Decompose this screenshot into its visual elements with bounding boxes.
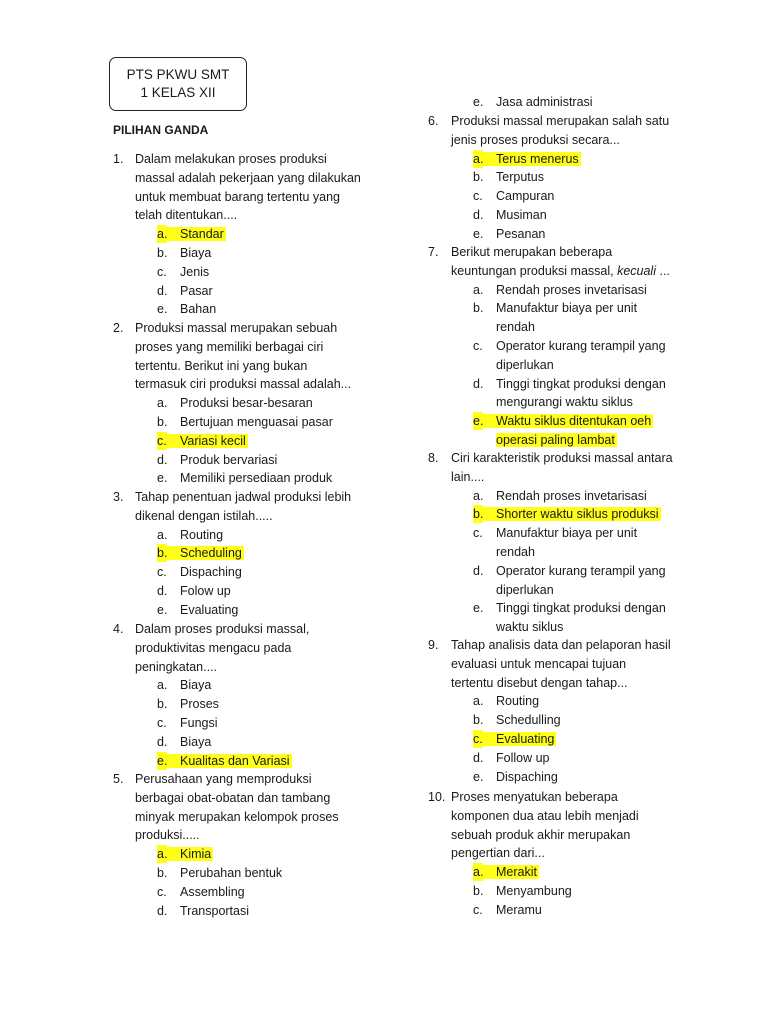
option-letter: a. [157, 527, 168, 542]
option-text: Routing [180, 527, 224, 542]
option-text-correct [496, 730, 556, 748]
option-letter: b. [157, 246, 168, 260]
option-text: Produk bervariasi [180, 452, 278, 467]
option-letter: e. [473, 769, 484, 784]
question-text-line: evaluasi untuk mencapai tujuan [451, 656, 627, 671]
question-text-line: sebuah produk akhir merupakan [451, 827, 631, 842]
option-text: rendah [496, 320, 535, 335]
option-letter: c. [157, 264, 167, 279]
question-text-line: tertentu. Berikut ini yang bukan [135, 358, 308, 373]
question-text-line: Proses menyatukan beberapa [451, 790, 618, 804]
question-number: 7. [428, 245, 439, 259]
option-text: Follow up [496, 750, 550, 765]
question-number: 6. [428, 114, 439, 128]
option-text: diperlukan [496, 582, 554, 597]
question-text-line: Perusahaan yang memproduksi [135, 772, 312, 786]
question-text-line: Ciri karakteristik produksi massal antara [451, 451, 673, 465]
option-letter: a. [473, 151, 484, 166]
option-text: Routing [496, 694, 540, 709]
option-letter: e. [157, 302, 168, 317]
option-text-correct [496, 505, 661, 523]
section-title: PILIHAN GANDA [113, 123, 209, 137]
option-text: Operator kurang terampil yang [496, 339, 666, 353]
question-text-line: proses yang memiliki berbagai ciri [135, 339, 324, 354]
question-text-line: dikenal dengan istilah..... [135, 508, 273, 523]
option-text: Evaluating [180, 602, 239, 617]
option-letter: a. [157, 847, 168, 862]
option-text-correct [496, 863, 539, 881]
option-letter: d. [157, 903, 168, 918]
exam-title-line2: 1 KELAS XII [140, 85, 216, 100]
option-letter: b. [157, 415, 168, 429]
option-letter: b. [473, 713, 484, 728]
question-text-line: massal adalah pekerjaan yang dilakukan [135, 170, 361, 185]
option-text: Fungsi [180, 716, 218, 730]
answer-highlight: Scheduling [167, 546, 244, 560]
question-number: 2. [113, 321, 124, 335]
option-text-correct [496, 412, 653, 430]
option-letter: b. [473, 170, 484, 185]
option-letter: a. [473, 282, 484, 297]
option-letter: c. [157, 884, 167, 899]
question-number: 3. [113, 490, 124, 504]
option-text: waktu siklus [496, 620, 564, 635]
option-letter: c. [157, 565, 167, 580]
option-letter: c. [473, 189, 483, 204]
option-text: Meramu [496, 902, 542, 917]
option-text: Transportasi [180, 903, 250, 918]
option-text: Perubahan bentuk [180, 866, 283, 880]
option-letter: a. [473, 865, 484, 880]
option-text: Operator kurang terampil yang [496, 563, 666, 578]
answer-highlight: Evaluating [483, 732, 556, 746]
question-text-line: Produksi massal merupakan sebuah [135, 321, 338, 335]
exam-title-box [109, 57, 247, 111]
answer-highlight: Variasi kecil [167, 434, 248, 448]
question-text-line: telah ditentukan.... [135, 208, 238, 223]
answer-highlight: Waktu siklus ditentukan oeh [483, 414, 653, 428]
option-text: Bahan [180, 302, 217, 317]
option-text: mengurangi waktu siklus [496, 395, 633, 410]
answer-highlight: Standar [167, 227, 226, 241]
option-text: Musiman [496, 208, 547, 222]
option-letter: b. [157, 697, 168, 712]
option-text: Assembling [180, 884, 245, 899]
option-text-correct [496, 150, 581, 168]
option-letter: a. [473, 694, 484, 709]
option-letter: e. [157, 753, 168, 768]
question-text-line: lain.... [451, 469, 485, 484]
question-text-line: peningkatan.... [135, 659, 218, 674]
option-letter: d. [473, 208, 484, 222]
answer-highlight: Shorter waktu siklus produksi [483, 507, 661, 521]
question-number: 4. [113, 622, 124, 636]
option-text: Schedulling [496, 713, 561, 728]
exam-title-line1: PTS PKWU SMT [126, 67, 230, 82]
option-text: Bertujuan menguasai pasar [180, 415, 333, 429]
option-text: Tinggi tingkat produksi dengan [496, 376, 666, 391]
question-text-line: pengertian dari... [451, 846, 545, 861]
option-text: Folow up [180, 584, 231, 598]
option-text: Dispaching [180, 565, 242, 580]
option-text: Terputus [496, 170, 544, 185]
question-text-line: komponen dua atau lebih menjadi [451, 808, 639, 823]
question-text-line: Berikut merupakan beberapa [451, 245, 613, 259]
option-text-correct [180, 845, 213, 863]
option-text: Memiliki persediaan produk [180, 471, 333, 486]
option-text: Produksi besar-besaran [180, 396, 313, 411]
option-text: Rendah proses invetarisasi [496, 488, 647, 503]
option-text: rendah [496, 545, 535, 559]
option-letter: d. [473, 376, 484, 391]
option-text: Pesanan [496, 226, 546, 241]
option-letter: c. [473, 526, 483, 541]
question-number: 1. [113, 152, 124, 166]
option-text: Manufaktur biaya per unit [496, 301, 638, 316]
option-text-correct [180, 432, 248, 450]
option-letter: a. [473, 488, 484, 503]
option-letter: d. [157, 283, 168, 298]
option-text-correct [180, 225, 226, 243]
question-text-line: termasuk ciri produksi massal adalah... [135, 377, 352, 392]
option-letter: a. [157, 396, 168, 411]
option-letter: e. [473, 226, 484, 241]
option-text: Rendah proses invetarisasi [496, 282, 647, 297]
option-text: Campuran [496, 189, 555, 204]
question-text-line: Dalam melakukan proses produksi [135, 152, 327, 166]
option-letter: d. [473, 750, 484, 765]
option-text: Menyambung [496, 884, 572, 898]
question-text-line: minyak merupakan kelompok proses [135, 809, 339, 824]
answer-highlight: operasi paling lambat [496, 433, 615, 447]
option-letter: c. [157, 716, 167, 730]
question-text-line: berbagai obat-obatan dan tambang [135, 790, 331, 805]
option-letter: e. [157, 602, 168, 617]
option-text: Manufaktur biaya per unit [496, 526, 638, 541]
option-text: Biaya [180, 734, 212, 749]
option-letter: e. [473, 414, 484, 429]
option-letter: a. [157, 678, 168, 693]
question-text-line: Tahap penentuan jadwal produksi lebih [135, 490, 352, 504]
question-text-line: tertentu disebut dengan tahap... [451, 675, 628, 690]
question-suffix: ... [656, 263, 670, 278]
question-text-line: Dalam proses produksi massal, [135, 622, 310, 636]
question-number: 9. [428, 638, 439, 652]
option-letter: e. [157, 471, 168, 486]
option-text: Proses [180, 697, 219, 712]
option-text: Tinggi tingkat produksi dengan [496, 601, 666, 616]
option-text-correct [496, 431, 617, 449]
option-letter: c. [157, 433, 167, 448]
option-text: diperlukan [496, 357, 554, 372]
option-letter: b. [473, 507, 484, 522]
option-letter: d. [157, 734, 168, 749]
question-text-line: Produksi massal merupakan salah satu [451, 114, 670, 128]
option-letter: d. [473, 563, 484, 578]
option-letter: b. [157, 546, 168, 561]
question-text-line: untuk membuat barang tertentu yang [135, 189, 340, 204]
answer-highlight: Merakit [483, 865, 539, 879]
option-letter: b. [473, 301, 484, 316]
option-text: Dispaching [496, 769, 558, 784]
option-text: Biaya [180, 678, 212, 693]
option-letter: e. [473, 95, 484, 109]
answer-highlight: Terus menerus [483, 152, 581, 166]
option-text-correct [180, 752, 292, 770]
question-number: 8. [428, 451, 439, 465]
option-text: Jasa administrasi [496, 95, 593, 109]
question-text-line: Tahap analisis data dan pelaporan hasil [451, 638, 671, 652]
option-letter: c. [473, 339, 483, 353]
question-text-line: produktivitas mengacu pada [135, 640, 292, 655]
option-text-correct [180, 544, 244, 562]
question-number: 5. [113, 772, 124, 786]
option-letter: b. [473, 884, 484, 898]
answer-highlight: Kimia [167, 847, 213, 861]
option-letter: d. [157, 584, 168, 598]
option-text: Pasar [180, 283, 213, 298]
option-letter: b. [157, 866, 168, 880]
option-letter: d. [157, 452, 168, 467]
question-text-line: keuntungan produksi massal, kecuali ... [451, 263, 670, 278]
answer-highlight: Kualitas dan Variasi [167, 754, 292, 768]
option-text: Jenis [180, 264, 210, 279]
option-letter: c. [473, 732, 483, 746]
question-text-line: jenis proses produksi secara... [451, 132, 620, 147]
option-letter: a. [157, 227, 168, 242]
option-letter: c. [473, 902, 483, 917]
question-number: 10. [428, 790, 446, 804]
question-text-line: produksi..... [135, 828, 200, 843]
option-text: Biaya [180, 246, 212, 260]
option-letter: e. [473, 601, 484, 616]
question-emphasis: kecuali [617, 263, 656, 278]
